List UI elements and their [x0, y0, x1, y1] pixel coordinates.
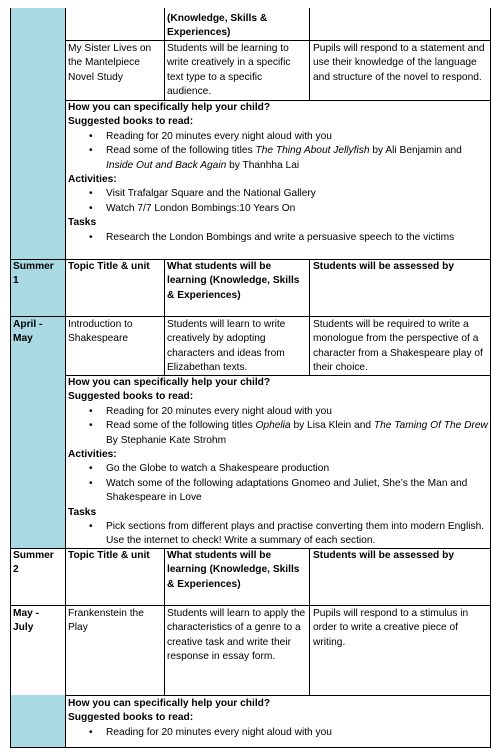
activities-heading: Activities: [68, 449, 117, 461]
activities-list [68, 187, 488, 216]
learning-description: Students will learn to write creatively by adopting characters and ideas from Elizabethan texts. [167, 319, 286, 374]
list-item: • Reading for 20 minutes every night aloud with you [68, 726, 488, 740]
help-heading: How you can specifically help your child? [68, 102, 271, 113]
help-section [65, 100, 491, 246]
unit-title: Frankenstein the Play [68, 608, 144, 634]
table-border [490, 8, 491, 748]
unit-title: Introduction to Shakespeare [68, 319, 133, 345]
book-title: Ophelia [255, 420, 291, 432]
curriculum-table [10, 8, 491, 748]
grid-line [10, 548, 491, 549]
assessment-description: Pupils will respond to a statement and use their knowledge of the language and structure of the novel to respond. [313, 43, 485, 83]
help-section [65, 696, 491, 741]
term-label: Summer 2 [13, 550, 54, 576]
grid-line [309, 259, 310, 375]
help-section [65, 375, 491, 550]
list-item: • Read some of the following titles Ophelia by Lisa Klein and The Taming Of The Drew By Stephanie Kate Strohm [68, 419, 488, 448]
column-header-assessment: Students will be assessed by [313, 261, 454, 272]
list-item: • Read some of the following titles The Thing About Jellyfish by Ali Benjamin and Inside Out and Back Again by Thanhha Lai [68, 144, 488, 173]
grid-line [164, 8, 165, 100]
column-header-learning: What students will be learning (Knowledge, Skills & Experiences) [167, 261, 300, 301]
activities-list [68, 462, 488, 505]
learning-description: Students will learn to apply the characteristics of a genre to a creative task and write their response in essay form. [167, 608, 306, 663]
list-item: • Reading for 20 minutes every night aloud with you [68, 130, 488, 144]
table-border [10, 747, 491, 748]
list-item: • Research the London Bombings and write a persuasive speech to the victims [68, 231, 488, 245]
table-border [65, 8, 66, 748]
books-list [68, 726, 488, 740]
header-learning-tail: (Knowledge, Skills & Experiences) [167, 13, 268, 39]
grid-line [65, 40, 491, 41]
books-list [68, 130, 488, 173]
tasks-list [68, 520, 488, 549]
list-item: • Visit Trafalgar Square and the National Gallery [68, 187, 488, 201]
grid-line [65, 695, 491, 696]
books-heading: Suggested books to read: [68, 712, 194, 724]
term-dates: April - May [13, 319, 43, 345]
grid-line [10, 605, 491, 606]
table-border [10, 8, 11, 748]
help-heading: How you can specifically help your child? [68, 698, 271, 709]
grid-line [65, 100, 491, 101]
assessment-description: Students will be required to write a monologue from the perspective of a character from a Shakespeare play of their choice. [313, 319, 483, 374]
column-header-topic: Topic Title & unit [68, 261, 150, 272]
tasks-heading: Tasks [68, 217, 97, 229]
activities-heading: Activities: [68, 174, 117, 186]
grid-line [164, 548, 165, 695]
grid-line [309, 548, 310, 695]
term-dates: May - July [13, 608, 40, 634]
grid-line [10, 259, 491, 260]
term-cell-summer-2-help [10, 695, 65, 748]
unit-title: My Sister Lives on the Mantelpiece Novel Study [68, 43, 152, 83]
grid-line [309, 8, 310, 100]
assessment-description: Pupils will respond to a stimulus in order to write a creative piece of writing. [313, 608, 469, 648]
book-title: The Taming Of The Drew [373, 420, 488, 432]
list-item: • Watch some of the following adaptations Gnomeo and Juliet, She’s the Man and Shakespeare in Love [68, 477, 488, 506]
books-list [68, 405, 488, 448]
book-title: The Thing About Jellyfish [255, 145, 370, 157]
books-heading: Suggested books to read: [68, 116, 194, 128]
learning-description: Students will be learning to write creatively in a specific text type to a specific audience. [167, 43, 291, 98]
column-header-learning: What students will be learning (Knowledge, Skills & Experiences) [167, 550, 300, 590]
column-header-topic: Topic Title & unit [68, 550, 150, 561]
list-item: • Watch 7/7 London Bombings:10 Years On [68, 202, 488, 216]
list-item: • Go the Globe to watch a Shakespeare production [68, 462, 488, 476]
tasks-heading: Tasks [68, 506, 97, 518]
list-item: • Pick sections from different plays and practise converting them into modern English. Use the internet to check! Write a summary of each section. [68, 520, 488, 549]
grid-line [65, 375, 491, 376]
grid-line [10, 316, 491, 317]
term-label: Summer 1 [13, 261, 54, 287]
list-item: • Reading for 20 minutes every night aloud with you [68, 405, 488, 419]
column-header-assessment: Students will be assessed by [313, 550, 454, 561]
book-title: Inside Out and Back Again [106, 159, 227, 171]
books-heading: Suggested books to read: [68, 391, 194, 403]
help-heading: How you can specifically help your child? [68, 377, 271, 388]
tasks-list [68, 231, 488, 245]
grid-line [164, 259, 165, 375]
term-cell-summer-1-dates-help [10, 316, 65, 548]
